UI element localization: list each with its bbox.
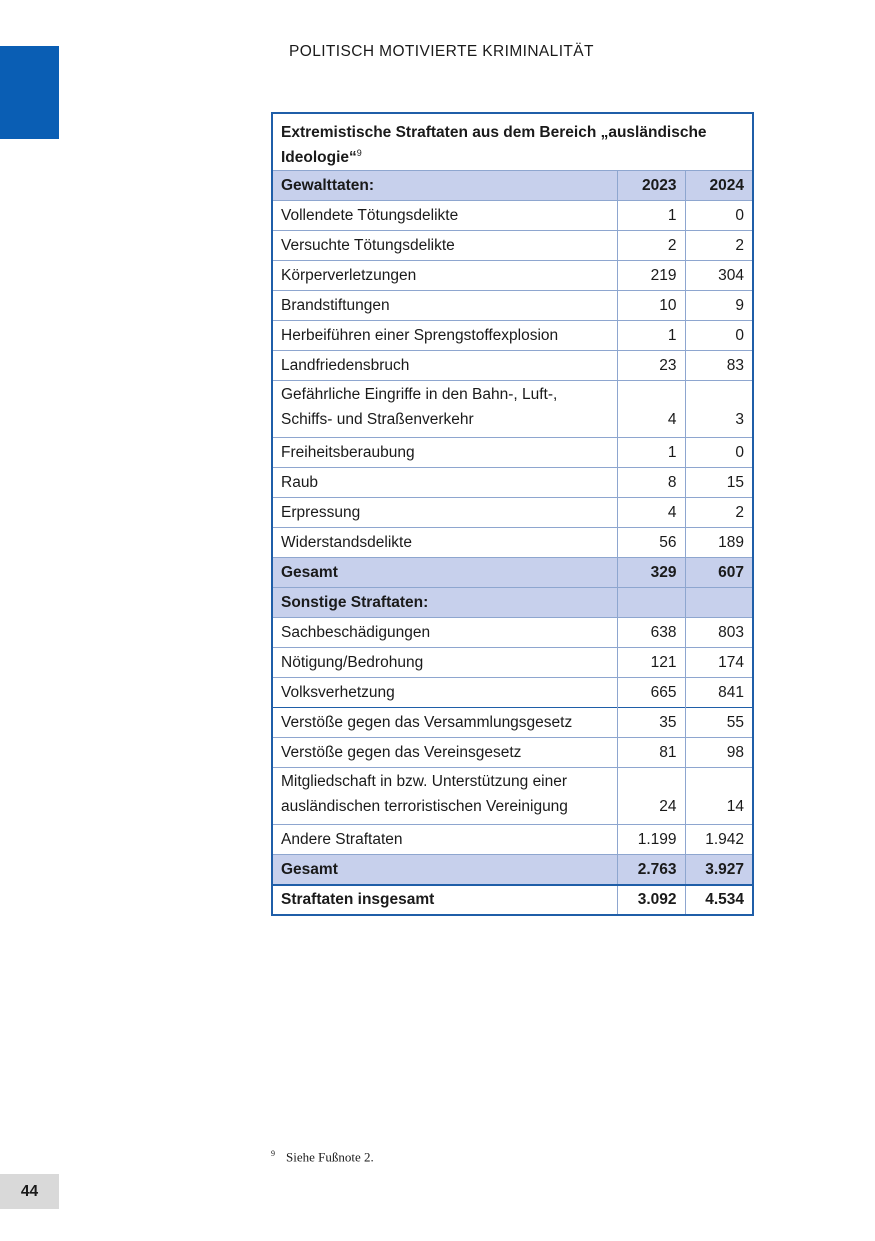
row-label: Widerstandsdelikte [272, 528, 617, 558]
row-label: Gesamt [272, 558, 617, 588]
footnote-ref: 9 [356, 147, 362, 158]
row-label-line: Mitgliedschaft in bzw. Unterstützung einer [281, 773, 568, 790]
value-2023: 4 [617, 498, 685, 528]
value-2023: 23 [617, 351, 685, 381]
table-row [272, 351, 753, 381]
value-2024: 841 [685, 678, 753, 708]
value-2023: 81 [617, 738, 685, 768]
subtotal-row [272, 855, 753, 885]
value-2024: 55 [685, 708, 753, 738]
value-2024: 304 [685, 261, 753, 291]
row-label-line: Gefährliche Eingriffe in den Bahn-, Luft-, [281, 386, 558, 403]
section-label: Gewalttaten: [272, 171, 617, 201]
year-header: 2024 [685, 171, 753, 201]
table-row [272, 438, 753, 468]
value-2023: 8 [617, 468, 685, 498]
row-label: Andere Straftaten [272, 825, 617, 855]
value-2024: 14 [685, 768, 753, 825]
row-label: Nötigung/Bedrohung [272, 648, 617, 678]
table-row [272, 498, 753, 528]
table-row [272, 678, 753, 708]
value-2024: 2 [685, 498, 753, 528]
value-2024: 0 [685, 201, 753, 231]
year-header: 2023 [617, 171, 685, 201]
grand-total-row [272, 885, 753, 915]
row-label [272, 381, 617, 438]
row-label: Verstöße gegen das Vereinsgesetz [272, 738, 617, 768]
row-label [272, 768, 617, 825]
table-row [272, 321, 753, 351]
value-2024: 4.534 [685, 885, 753, 915]
empty-cell [685, 588, 753, 618]
value-2023: 4 [617, 381, 685, 438]
table-row [272, 528, 753, 558]
row-label: Verstöße gegen das Versammlungsgesetz [272, 708, 617, 738]
value-2024: 174 [685, 648, 753, 678]
table-row [272, 768, 753, 825]
value-2023: 56 [617, 528, 685, 558]
value-2023: 1.199 [617, 825, 685, 855]
value-2024: 2 [685, 231, 753, 261]
section-label: Sonstige Straftaten: [272, 588, 617, 618]
value-2023: 2 [617, 231, 685, 261]
table-row [272, 201, 753, 231]
footnote-text: Siehe Fußnote 2. [286, 1149, 374, 1165]
row-label: Landfriedensbruch [272, 351, 617, 381]
value-2024: 189 [685, 528, 753, 558]
value-2024: 98 [685, 738, 753, 768]
value-2024: 0 [685, 321, 753, 351]
table-title-row [272, 113, 753, 171]
value-2024: 15 [685, 468, 753, 498]
table-row [272, 738, 753, 768]
value-2023: 1 [617, 321, 685, 351]
row-label-line: Schiffs- und Straßenverkehr [281, 411, 474, 428]
value-2023: 121 [617, 648, 685, 678]
value-2023: 2.763 [617, 855, 685, 885]
section-header-row [272, 588, 753, 618]
page-number: 44 [0, 1174, 59, 1209]
value-2024: 803 [685, 618, 753, 648]
table-row [272, 231, 753, 261]
subtotal-row [272, 558, 753, 588]
footnote-number: 9 [271, 1149, 275, 1158]
row-label: Sachbeschädigungen [272, 618, 617, 648]
table-row [272, 825, 753, 855]
value-2024: 1.942 [685, 825, 753, 855]
value-2023: 329 [617, 558, 685, 588]
value-2023: 35 [617, 708, 685, 738]
section-header-row [272, 171, 753, 201]
row-label: Brandstiftungen [272, 291, 617, 321]
chapter-side-tab [0, 46, 59, 139]
row-label: Volksverhetzung [272, 678, 617, 708]
value-2024: 3.927 [685, 855, 753, 885]
value-2023: 10 [617, 291, 685, 321]
value-2024: 607 [685, 558, 753, 588]
running-header: POLITISCH MOTIVIERTE KRIMINALITÄT [289, 43, 594, 60]
table-row [272, 468, 753, 498]
table-row [272, 618, 753, 648]
value-2023: 638 [617, 618, 685, 648]
row-label: Vollendete Tötungsdelikte [272, 201, 617, 231]
row-label: Körperverletzungen [272, 261, 617, 291]
row-label: Versuchte Tötungsdelikte [272, 231, 617, 261]
table-row [272, 648, 753, 678]
crime-statistics-table [271, 112, 754, 916]
row-label: Herbeiführen einer Sprengstoffexplosion [272, 321, 617, 351]
empty-cell [617, 588, 685, 618]
footnote [271, 1149, 374, 1165]
value-2023: 3.092 [617, 885, 685, 915]
value-2024: 0 [685, 438, 753, 468]
row-label-line: ausländischen terroristischen Vereinigung [281, 798, 568, 815]
value-2023: 24 [617, 768, 685, 825]
row-label: Raub [272, 468, 617, 498]
table-row [272, 261, 753, 291]
table-title: Extremistische Straftaten aus dem Bereich „ausländische Ideologie“$^9$ [281, 124, 707, 166]
value-2023: 1 [617, 201, 685, 231]
value-2023: 665 [617, 678, 685, 708]
table-row [272, 291, 753, 321]
value-2024: 3 [685, 381, 753, 438]
value-2024: 9 [685, 291, 753, 321]
row-label: Freiheitsberaubung [272, 438, 617, 468]
table-row [272, 381, 753, 438]
row-label: Straftaten insgesamt [272, 885, 617, 915]
row-label: Erpressung [272, 498, 617, 528]
value-2023: 219 [617, 261, 685, 291]
value-2024: 83 [685, 351, 753, 381]
row-label: Gesamt [272, 855, 617, 885]
value-2023: 1 [617, 438, 685, 468]
table-row [272, 708, 753, 738]
